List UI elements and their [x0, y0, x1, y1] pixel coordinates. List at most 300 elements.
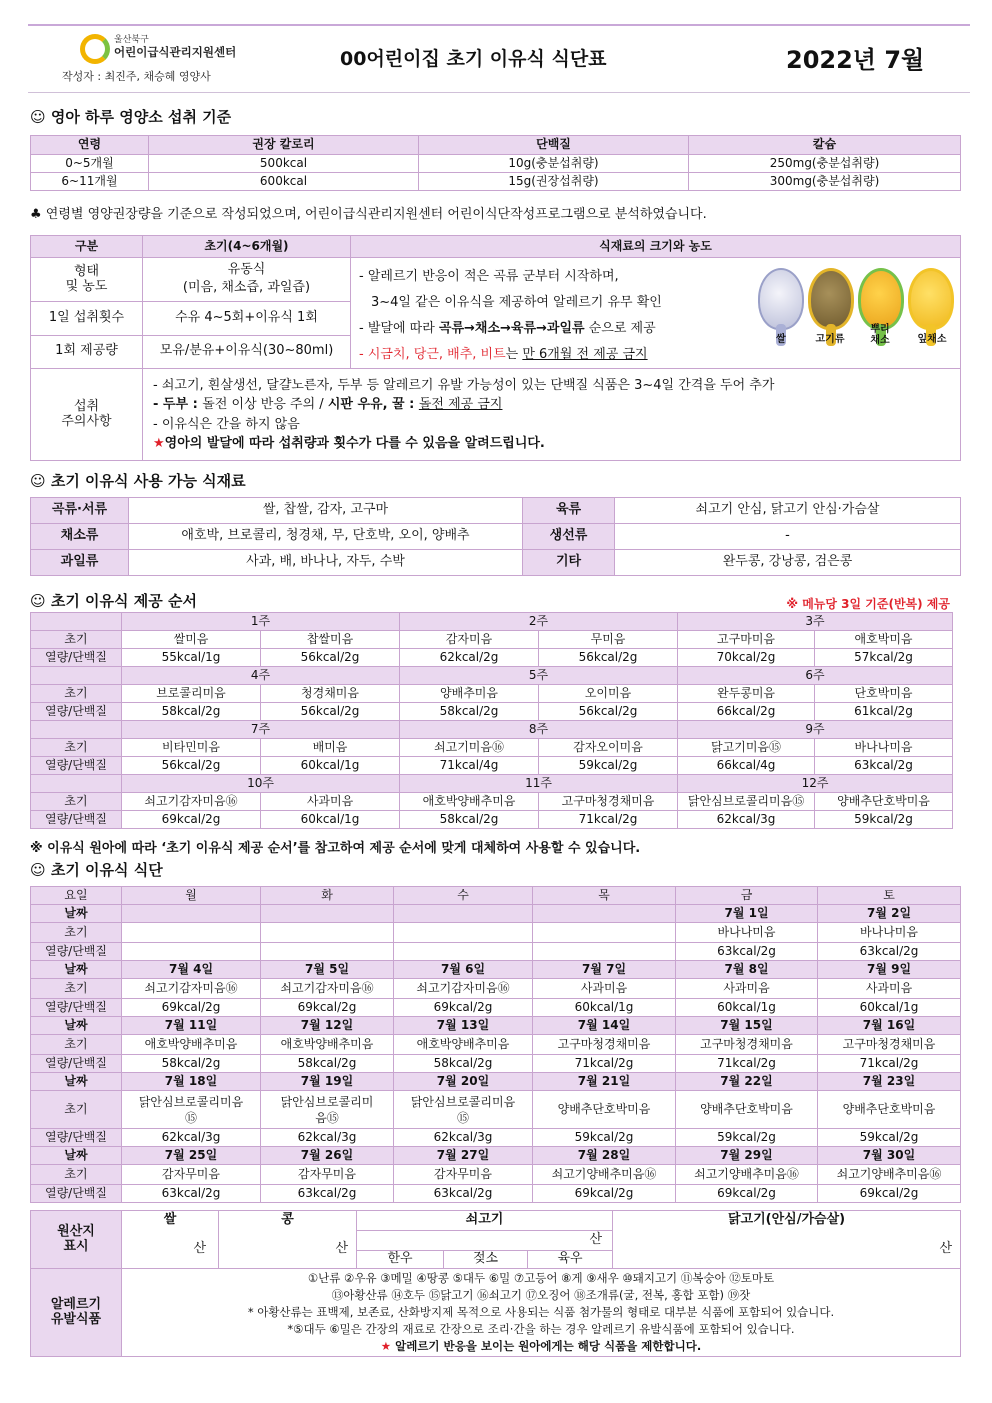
day-header-row: [31, 887, 961, 905]
date-cell: 7월 8일: [676, 961, 818, 979]
row-label: 열량/단백질: [31, 1055, 122, 1073]
center-logo: [80, 32, 280, 68]
menu-cell: [261, 923, 394, 943]
table-row: [31, 685, 953, 703]
nutrition-table: [30, 135, 961, 191]
leaf-veg-spoon-icon: [908, 268, 954, 330]
day-cell: 목: [533, 887, 676, 905]
logo-icon: [80, 34, 110, 64]
kcal-cell: 63kcal/2g: [818, 943, 961, 961]
caution-text: 영아의 발달에 따라 섭취량과 횟수가 다를 수 있음을 알려드립니다.: [164, 436, 545, 451]
date-cell: 7월 15일: [676, 1017, 818, 1035]
kcal-cell: 57kcal/2g: [815, 649, 953, 667]
date-cell: 7월 5일: [261, 961, 394, 979]
kcal-cell: 58kcal/2g: [394, 1055, 533, 1073]
week-label: 9주: [678, 721, 953, 739]
origin-beef-value: 산: [357, 1231, 613, 1251]
date-cell: [533, 905, 676, 923]
caution-text: 시판 우유, 꿀 :: [327, 397, 419, 412]
section-title-order: ☺ 초기 이유식 제공 순서: [30, 592, 197, 610]
kcal-cell: 56kcal/2g: [539, 649, 678, 667]
kcal-cell: 60kcal/1g: [261, 811, 400, 829]
menu-cell: 무미음: [539, 631, 678, 649]
menu-cell: 단호박미음: [815, 685, 953, 703]
caution-text: 돌전 제공 금지: [418, 397, 503, 412]
kcal-cell: 63kcal/2g: [815, 757, 953, 775]
table-row: [31, 1035, 961, 1055]
header-cell: 권장 칼로리: [149, 136, 419, 155]
week-label: 8주: [400, 721, 678, 739]
date-row: [31, 905, 961, 923]
date-cell: 7월 18일: [122, 1073, 261, 1091]
table-row: [31, 811, 953, 829]
date-cell: [261, 905, 394, 923]
menu-cell: 고구마청경채미음: [533, 1035, 676, 1055]
menu-cell: 양배추단호박미음: [533, 1091, 676, 1129]
menu-cell: 애호박양배추미음: [261, 1035, 394, 1055]
meat-spoon-icon: [808, 268, 854, 330]
row-label: 열량/단백질: [31, 943, 122, 961]
header-cell: 초기(4~6개월): [143, 236, 351, 258]
week-label: 12주: [678, 775, 953, 793]
week-label: 1주: [122, 613, 400, 631]
category-cell: 채소류: [31, 524, 129, 550]
kcal-cell: 63kcal/2g: [122, 1185, 261, 1203]
kcal-cell: 71kcal/2g: [533, 1055, 676, 1073]
header-cell: 구분: [31, 236, 143, 258]
row-label: 형태 및 농도: [31, 258, 143, 302]
table-row: [31, 524, 961, 550]
menu-cell: 쇠고기감자미음⑯: [122, 793, 261, 811]
category-cell: 과일류: [31, 550, 129, 576]
menu-cell: 애호박양배추미음: [400, 793, 539, 811]
week-label: 2주: [400, 613, 678, 631]
kcal-cell: 55kcal/1g: [122, 649, 261, 667]
row-label: 1회 제공량: [31, 335, 143, 368]
date-label: 날짜: [31, 1073, 122, 1091]
allergy-line: ⑬아황산류 ⑭호두 ⑮닭고기 ⑯쇠고기 ⑰오징어 ⑱조개류(굴, 전복, 홍합 포함) ⑲잣: [331, 1288, 751, 1302]
desc-text: - 발달에 따라: [359, 321, 439, 336]
kcal-cell: 62kcal/3g: [122, 1129, 261, 1147]
kcal-cell: 59kcal/2g: [818, 1129, 961, 1147]
menu-cell: 사과미음: [676, 979, 818, 999]
table-row: [31, 1165, 961, 1185]
origin-table: [30, 1210, 961, 1269]
menu-cell: 감자오이미음: [539, 739, 678, 757]
logo-main: 어린이급식관리지원센터: [114, 45, 237, 59]
date-cell: 7월 4일: [122, 961, 261, 979]
menu-cell: 배미음: [261, 739, 400, 757]
kcal-cell: 70kcal/2g: [678, 649, 815, 667]
cell: [143, 258, 351, 302]
menu-cell: [533, 923, 676, 943]
kcal-cell: 60kcal/1g: [261, 757, 400, 775]
kcal-cell: 62kcal/2g: [400, 649, 539, 667]
cell: -: [615, 524, 961, 550]
kcal-cell: 61kcal/2g: [815, 703, 953, 721]
table-row: [31, 923, 961, 943]
menu-cell: 감자무미음: [261, 1165, 394, 1185]
desc-forbidden-veg: - 시금치, 당근, 배추, 비트: [359, 347, 506, 362]
table-row: [31, 631, 953, 649]
row-label: 초기: [31, 739, 122, 757]
kcal-cell: 58kcal/2g: [122, 1055, 261, 1073]
blank-cell: [31, 667, 122, 685]
table-row: [31, 703, 953, 721]
allergy-line: * 아황산류는 표백제, 보존료, 산화방지제 목적으로 사용되는 식품 첨가물의 형태로 대부분 식품에 포함되어 있습니다.: [247, 1305, 835, 1319]
menu-cell: 사과미음: [533, 979, 676, 999]
menu-cell: [122, 923, 261, 943]
kcal-cell: 60kcal/1g: [818, 999, 961, 1017]
date-cell: 7월 14일: [533, 1017, 676, 1035]
kcal-cell: 58kcal/2g: [400, 703, 539, 721]
blank-cell: [31, 721, 122, 739]
row-label: 열량/단백질: [31, 703, 122, 721]
date-cell: 7월 23일: [818, 1073, 961, 1091]
table-row: [31, 173, 961, 191]
beef-type: 젖소: [444, 1251, 528, 1269]
allergy-line: ①난류 ②우유 ③메밀 ④땅콩 ⑤대두 ⑥밀 ⑦고등어 ⑧게 ⑨새우 ⑩돼지고기 ⑪복숭아 ⑫토마토: [307, 1271, 775, 1285]
menu-cell: 찹쌀미음: [261, 631, 400, 649]
kcal-cell: 69kcal/2g: [261, 999, 394, 1017]
week-label: 6주: [678, 667, 953, 685]
row-label: 초기: [31, 1035, 122, 1055]
allergy-text: 알레르기 반응을 보이는 원아에게는 해당 식품을 제한합니다.: [391, 1339, 702, 1353]
menu-cell: 애호박양배추미음: [394, 1035, 533, 1055]
cell: 수유 4~5회+이유식 1회: [143, 302, 351, 335]
day-cell: 월: [122, 887, 261, 905]
menu-table: [30, 886, 961, 1203]
desc-line: - 알레르기 반응이 적은 곡류 군부터 시작하며,: [359, 269, 619, 284]
author: 작성자 : 최진주, 채승혜 영양사: [62, 70, 211, 83]
menu-cell: 양배추단호박미음: [815, 793, 953, 811]
kcal-cell: 69kcal/2g: [122, 811, 261, 829]
kcal-cell: 56kcal/2g: [261, 649, 400, 667]
menu-cell: 고구마청경채미음: [676, 1035, 818, 1055]
day-label: 요일: [31, 887, 122, 905]
kcal-cell: 63kcal/2g: [261, 1185, 394, 1203]
cell: 애호박, 브로콜리, 청경채, 무, 단호박, 오이, 양배추: [129, 524, 523, 550]
date-cell: 7월 28일: [533, 1147, 676, 1165]
menu-cell: 쇠고기양배추미음⑯: [533, 1165, 676, 1185]
table-row: [31, 757, 953, 775]
blank-cell: [31, 613, 122, 631]
order-note: ※ 이유식 원아에 따라 ‘초기 이유식 제공 순서’를 참고하여 제공 순서에 맞게 대체하여 사용할 수 있습니다.: [30, 841, 641, 856]
row-label: 초기: [31, 793, 122, 811]
menu-cell: 쇠고기미음⑯: [400, 739, 539, 757]
row-label: 섭취 주의사항: [31, 369, 143, 461]
date-cell: 7월 21일: [533, 1073, 676, 1091]
table-row: [31, 155, 961, 173]
desc-text: 순으로 제공: [584, 321, 656, 336]
row-label: 초기: [31, 923, 122, 943]
cell: 모유/분유+이유식(30~80ml): [143, 335, 351, 368]
date-row: [31, 1073, 961, 1091]
menu-cell: 바나나미음: [818, 923, 961, 943]
desc-forbidden-rule: 만 6개월 전 제공 금지: [522, 347, 648, 362]
caution-line: - 이유식은 간을 하지 않음: [153, 416, 300, 432]
menu-cell: 바나나미음: [815, 739, 953, 757]
kcal-cell: 60kcal/1g: [676, 999, 818, 1017]
caution-line: [153, 395, 958, 415]
menu-cell: [394, 923, 533, 943]
day-cell: 금: [676, 887, 818, 905]
section-title-ingredients: ☺ 초기 이유식 사용 가능 식재료: [30, 472, 246, 490]
date-row: [31, 961, 961, 979]
table-row: [31, 550, 961, 576]
date-cell: 7월 25일: [122, 1147, 261, 1165]
star-icon: ★: [380, 1339, 392, 1353]
cell: 600kcal: [149, 173, 419, 191]
date-cell: 7월 26일: [261, 1147, 394, 1165]
kcal-cell: 60kcal/1g: [533, 999, 676, 1017]
caution-text: - 두부 :: [153, 397, 203, 412]
menu-cell: 사과미음: [261, 793, 400, 811]
week-label: 10주: [122, 775, 400, 793]
spoon-label: 쌀: [776, 334, 786, 345]
date-cell: 7월 12일: [261, 1017, 394, 1035]
kcal-cell: 69kcal/2g: [394, 999, 533, 1017]
date-cell: 7월 2일: [818, 905, 961, 923]
kcal-cell: 62kcal/3g: [678, 811, 815, 829]
allergy-table: [30, 1268, 961, 1357]
caution-cell: [143, 369, 961, 461]
caution-line: [153, 434, 958, 454]
day-cell: 화: [261, 887, 394, 905]
page-date: 2022년 7월: [786, 46, 925, 74]
kcal-cell: 71kcal/4g: [400, 757, 539, 775]
week-header-row: [31, 667, 953, 685]
date-cell: 7월 7일: [533, 961, 676, 979]
cell: 10g(충분섭취량): [419, 155, 689, 173]
date-cell: 7월 6일: [394, 961, 533, 979]
menu-cell: 양배추단호박미음: [818, 1091, 961, 1129]
date-cell: 7월 9일: [818, 961, 961, 979]
header-cell: 식재료의 크기와 농도: [351, 236, 961, 258]
row-label: 열량/단백질: [31, 999, 122, 1017]
cell: 완두콩, 강낭콩, 검은콩: [615, 550, 961, 576]
kcal-cell: 59kcal/2g: [533, 1129, 676, 1147]
caution-text: 돌전 이상 반응 주의 /: [202, 397, 328, 412]
menu-cell: 닭안심브로콜리미음⑮: [122, 1091, 261, 1129]
beef-type: 한우: [357, 1251, 444, 1269]
date-row: [31, 1147, 961, 1165]
origin-bean: 콩: [219, 1211, 357, 1231]
kcal-cell: 58kcal/2g: [122, 703, 261, 721]
origin-beef: 쇠고기: [357, 1211, 613, 1231]
week-label: 11주: [400, 775, 678, 793]
header-cell: 칼슘: [689, 136, 961, 155]
menu-cell: 사과미음: [818, 979, 961, 999]
cell: 쌀, 찹쌀, 감자, 고구마: [129, 498, 523, 524]
menu-cell: 감자무미음: [394, 1165, 533, 1185]
menu-cell: 양배추단호박미음: [676, 1091, 818, 1129]
allergy-line: [124, 1338, 958, 1355]
week-header-row: [31, 775, 953, 793]
kcal-cell: 71kcal/2g: [676, 1055, 818, 1073]
kcal-cell: 58kcal/2g: [261, 1055, 394, 1073]
allergy-label: 알레르기 유발식품: [31, 1269, 122, 1357]
kcal-cell: 69kcal/2g: [533, 1185, 676, 1203]
date-cell: 7월 20일: [394, 1073, 533, 1091]
kcal-cell: 58kcal/2g: [400, 811, 539, 829]
menu-cell: 닭안심브로콜리미음⑮: [394, 1091, 533, 1129]
date-cell: [122, 905, 261, 923]
menu-cell: 감자미음: [400, 631, 539, 649]
cell: 300mg(충분섭취량): [689, 173, 961, 191]
kcal-cell: [394, 943, 533, 961]
date-cell: 7월 22일: [676, 1073, 818, 1091]
menu-cell: 쇠고기감자미음⑯: [394, 979, 533, 999]
menu-cell: 완두콩미음: [678, 685, 815, 703]
date-cell: 7월 13일: [394, 1017, 533, 1035]
kcal-cell: 71kcal/2g: [818, 1055, 961, 1073]
table-row: [31, 943, 961, 961]
menu-cell: 애호박미음: [815, 631, 953, 649]
menu-cell: 닭안심브로콜리미음⑮: [678, 793, 815, 811]
table-row: [31, 999, 961, 1017]
menu-cell: 고구마청경채미음: [539, 793, 678, 811]
row-label: 초기: [31, 979, 122, 999]
spoon-label: 뿌리 채소: [870, 324, 890, 346]
kcal-cell: [533, 943, 676, 961]
menu-cell: 브로콜리미음: [122, 685, 261, 703]
kcal-cell: 59kcal/2g: [676, 1129, 818, 1147]
table-row: [31, 793, 953, 811]
top-divider: [28, 24, 970, 26]
day-cell: 수: [394, 887, 533, 905]
category-cell: 생선류: [523, 524, 615, 550]
star-icon: ★: [153, 436, 165, 451]
origin-bean-value: 산: [219, 1231, 357, 1269]
date-row: [31, 1017, 961, 1035]
menu-cell: 바나나미음: [676, 923, 818, 943]
kcal-cell: [122, 943, 261, 961]
spoon-label: 잎채소: [917, 334, 947, 345]
cell: 500kcal: [149, 155, 419, 173]
category-cell: 곡류·서류: [31, 498, 129, 524]
origin-rice: 쌀: [122, 1211, 219, 1231]
table-row: [31, 498, 961, 524]
logo-sub: 울산북구: [114, 35, 149, 45]
allergy-content: [122, 1269, 961, 1357]
header-cell: 연령: [31, 136, 149, 155]
kcal-cell: 56kcal/2g: [539, 703, 678, 721]
allergy-line: *⑤대두 ⑥밀은 간장의 재료로 간장으로 조리·간을 하는 경우 알레르기 유발식품에 포함되어 있습니다.: [287, 1322, 795, 1336]
table-row: [31, 979, 961, 999]
desc-line: 3~4일 같은 이유식을 제공하여 알레르기 유무 확인: [371, 295, 662, 310]
kcal-cell: 66kcal/2g: [678, 703, 815, 721]
section-title-nutrition: ☺ 영아 하루 영양소 섭취 기준: [30, 108, 232, 126]
week-label: 7주: [122, 721, 400, 739]
table-row: [31, 1185, 961, 1203]
week-label: 3주: [678, 613, 953, 631]
date-cell: 7월 29일: [676, 1147, 818, 1165]
row-label: 초기: [31, 685, 122, 703]
row-label: 초기: [31, 631, 122, 649]
menu-cell: 닭고기미음⑮: [678, 739, 815, 757]
date-cell: [394, 905, 533, 923]
menu-cell: 오이미음: [539, 685, 678, 703]
row-label: 초기: [31, 1165, 122, 1185]
repeat-note: ※ 메뉴당 3일 기준(반복) 제공: [786, 597, 950, 611]
menu-cell: 비타민미음: [122, 739, 261, 757]
cell: 15g(권장섭취량): [419, 173, 689, 191]
cell: 쇠고기 안심, 닭고기 안심·가슴살: [615, 498, 961, 524]
kcal-cell: 63kcal/2g: [394, 1185, 533, 1203]
menu-cell: 애호박양배추미음: [122, 1035, 261, 1055]
row-label: 1일 섭취횟수: [31, 302, 143, 335]
page-title: 00어린이집 초기 이유식 식단표: [340, 48, 607, 70]
week-label: 4주: [122, 667, 400, 685]
table-row: [31, 1055, 961, 1073]
cell: 6~11개월: [31, 173, 149, 191]
menu-cell: 감자무미음: [122, 1165, 261, 1185]
date-label: 날짜: [31, 1017, 122, 1035]
kcal-cell: 62kcal/3g: [394, 1129, 533, 1147]
kcal-cell: 59kcal/2g: [539, 757, 678, 775]
row-label: 열량/단백질: [31, 757, 122, 775]
origin-chicken: 닭고기(안심/가슴살): [613, 1211, 961, 1231]
beef-type: 육우: [528, 1251, 613, 1269]
category-cell: 기타: [523, 550, 615, 576]
menu-cell: 쇠고기양배추미음⑯: [676, 1165, 818, 1185]
date-cell: 7월 16일: [818, 1017, 961, 1035]
week-label: 5주: [400, 667, 678, 685]
desc-sequence: 곡류→채소→육류→과일류: [438, 321, 585, 336]
row-label: 열량/단백질: [31, 1185, 122, 1203]
kcal-cell: 63kcal/2g: [676, 943, 818, 961]
header-divider: [28, 92, 970, 93]
cell-line: 유동식: [227, 262, 266, 278]
cell: 사과, 배, 바나나, 자두, 수박: [129, 550, 523, 576]
date-cell: 7월 1일: [676, 905, 818, 923]
kcal-cell: 71kcal/2g: [539, 811, 678, 829]
kcal-cell: 62kcal/3g: [261, 1129, 394, 1147]
date-cell: 7월 27일: [394, 1147, 533, 1165]
header-cell: 단백질: [419, 136, 689, 155]
rice-spoon-icon: [758, 268, 804, 330]
kcal-cell: 69kcal/2g: [676, 1185, 818, 1203]
date-label: 날짜: [31, 1147, 122, 1165]
table-row: [31, 739, 953, 757]
date-cell: 7월 30일: [818, 1147, 961, 1165]
table-row: [31, 1091, 961, 1129]
row-label: 열량/단백질: [31, 649, 122, 667]
row-label: 열량/단백질: [31, 1129, 122, 1147]
date-label: 날짜: [31, 961, 122, 979]
category-cell: 육류: [523, 498, 615, 524]
spoon-illustration: [758, 268, 958, 354]
order-table: [30, 612, 953, 829]
origin-rice-value: 산: [122, 1231, 219, 1269]
date-cell: 7월 19일: [261, 1073, 394, 1091]
nutrition-note: ♣ 연령별 영양권장량을 기준으로 작성되었으며, 어린이급식관리지원센터 어린이식단작성프로그램으로 분석하였습니다.: [30, 207, 707, 222]
cell: 0~5개월: [31, 155, 149, 173]
menu-cell: 쇠고기감자미음⑯: [122, 979, 261, 999]
kcal-cell: 66kcal/4g: [678, 757, 815, 775]
section-title-menu: ☺ 초기 이유식 식단: [30, 861, 163, 879]
kcal-cell: [261, 943, 394, 961]
menu-cell: 고구마미음: [678, 631, 815, 649]
blank-cell: [31, 775, 122, 793]
table-row: [31, 1129, 961, 1147]
kcal-cell: 69kcal/2g: [818, 1185, 961, 1203]
kcal-cell: 56kcal/2g: [122, 757, 261, 775]
desc-text: 는: [505, 347, 523, 362]
caution-line: - 쇠고기, 흰살생선, 달걀노른자, 두부 등 알레르기 유발 가능성이 있는 단백질 식품은 3~4일 간격을 두어 추가: [153, 377, 775, 393]
kcal-cell: 69kcal/2g: [122, 999, 261, 1017]
